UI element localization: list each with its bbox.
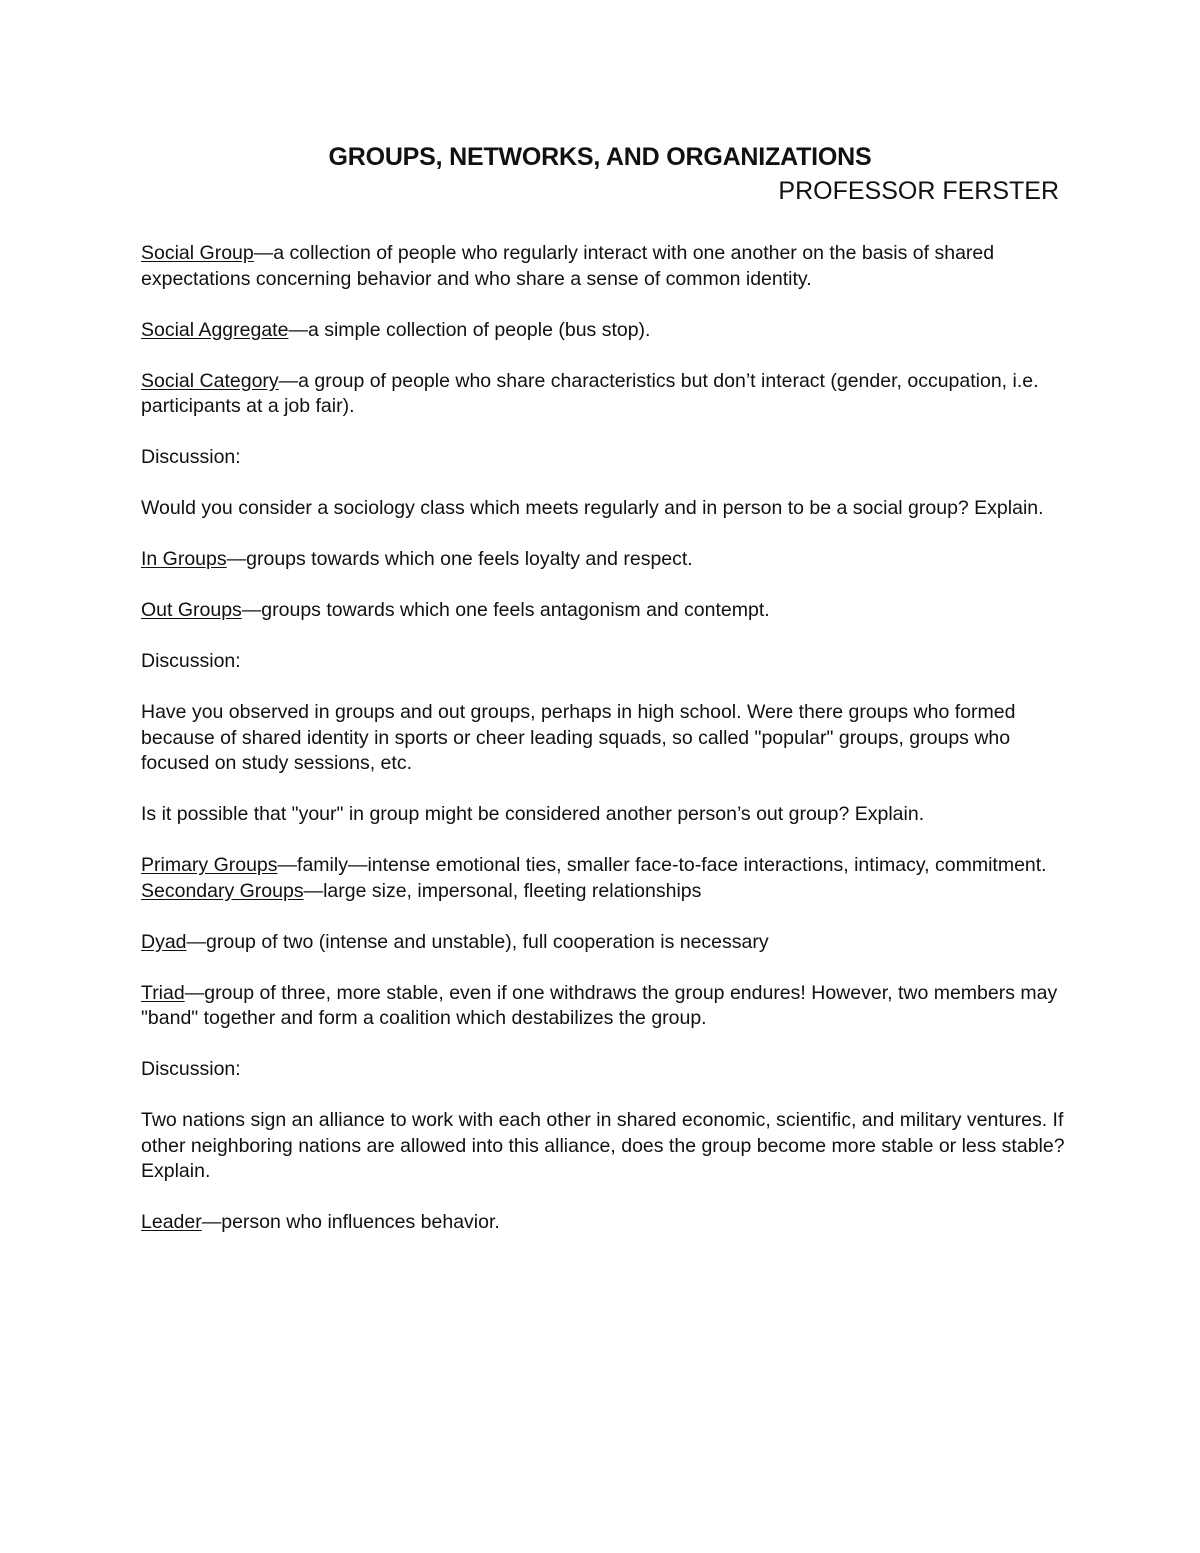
term-secondary-groups: Secondary Groups	[141, 879, 304, 902]
term-dyad: Dyad	[141, 930, 187, 953]
term-social-category: Social Category	[141, 369, 279, 392]
term-out-groups: Out Groups	[141, 599, 242, 621]
term-leader: Leader	[141, 1211, 202, 1233]
definition-in-groups	[141, 547, 1066, 573]
definition-text: —groups towards which one feels antagonism and contempt.	[241, 599, 770, 621]
definition-social-group	[141, 241, 1066, 292]
discussion-label: Discussion:	[141, 1058, 241, 1080]
definition-text: —groups towards which one feels loyalty and respect.	[226, 548, 693, 570]
term-in-groups: In Groups	[141, 548, 227, 570]
definition-primary-groups	[141, 853, 1066, 879]
definition-secondary-groups	[141, 879, 1066, 905]
term-triad: Triad	[141, 981, 185, 1004]
term-social-aggregate: Social Aggregate	[141, 318, 289, 341]
discussion-question: Is it possible that "your" in group might be considered another person’s out group? Explain.	[141, 803, 925, 825]
definition-text: —person who influences behavior.	[201, 1211, 500, 1233]
definition-text: —group of two (intense and unstable), full cooperation is necessary	[186, 930, 769, 953]
document-author: PROFESSOR FERSTER	[778, 177, 1059, 205]
definition-text: —family—intense emotional ties, smaller face-to-face interactions, intimacy, commitment.	[277, 854, 1047, 876]
discussion-question: Two nations sign an alliance to work with each other in shared economic, scientific, and military ventures. If other neighboring nations are allowed into this alliance, does the group become more stable or less stable? Explain.	[141, 1109, 1065, 1182]
definition-text: —a group of people who share characteristics but don’t interact (gender, occupation, i.e. participants at a job fair).	[141, 369, 1039, 417]
definition-text: —a collection of people who regularly interact with one another on the basis of shared expectations concerning behavior and who share a sense of common identity.	[141, 242, 995, 290]
discussion-question: Would you consider a sociology class which meets regularly and in person to be a social group? Explain.	[141, 497, 1044, 519]
document-body	[141, 241, 1066, 1261]
definition-dyad	[141, 930, 1066, 956]
discussion-label: Discussion:	[141, 446, 241, 468]
definition-social-aggregate	[141, 318, 1066, 344]
definition-out-groups	[141, 598, 1066, 624]
definition-leader	[141, 1210, 1066, 1236]
term-primary-groups: Primary Groups	[141, 854, 278, 876]
discussion-question: Have you observed in groups and out groups, perhaps in high school. Were there groups who formed because of shared identity in sports or cheer leading squads, so called "popular" groups, groups who focused on study sessions, etc.	[141, 701, 1016, 774]
discussion-label: Discussion:	[141, 650, 241, 672]
document-title: GROUPS, NETWORKS, AND ORGANIZATIONS	[328, 143, 872, 171]
term-social-group: Social Group	[141, 242, 254, 264]
definition-social-category	[141, 369, 1066, 420]
definition-text: —a simple collection of people (bus stop).	[288, 318, 651, 341]
definition-triad	[141, 981, 1066, 1032]
definition-text: —group of three, more stable, even if one withdraws the group endures! However, two members may "band" together and form a coalition which destabilizes the group.	[141, 981, 1058, 1029]
definition-text: —large size, impersonal, fleeting relationships	[303, 879, 702, 902]
